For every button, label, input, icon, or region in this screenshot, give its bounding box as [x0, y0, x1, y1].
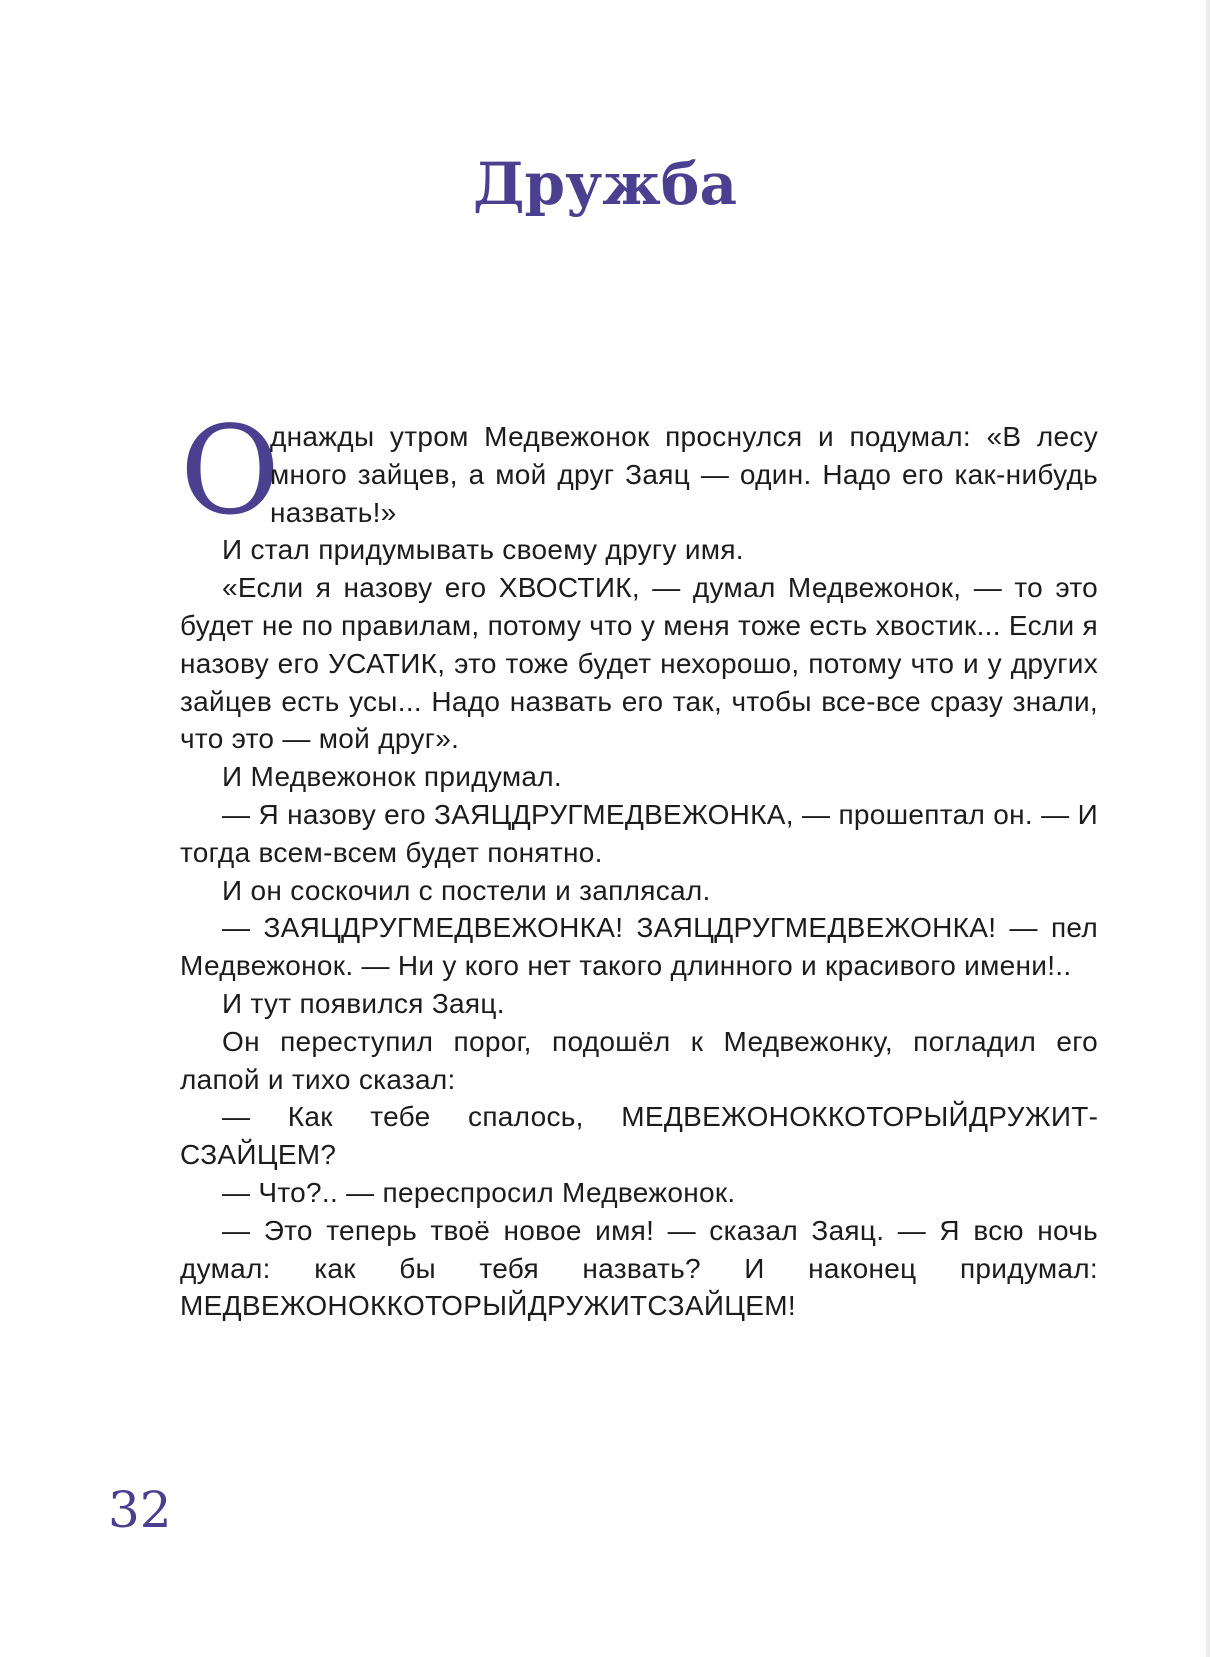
- paragraph-4: И Медвежонок придумал.: [222, 761, 562, 793]
- page-title: Дружба: [472, 149, 738, 218]
- drop-cap-letter: О: [180, 400, 281, 542]
- paragraph-6: И он соскочил с постели и заплясал.: [222, 874, 711, 906]
- paragraph-5: — Я назову его ЗАЯЦДРУГМЕДВЕЖОНКА, — прошептал он. — И тогда всем-всем будет понятно.: [180, 798, 1098, 868]
- paragraph-10: — Как тебе спалось, МЕДВЕЖОНОККОТОРЫЙДРУЖИТСЗАЙЦЕМ?: [180, 1101, 1098, 1171]
- paragraph-3: «Если я назову его ХВОСТИК, — думал Медвежонок, — то это будет не по правилам, потому что у меня тоже есть хвостик... Если я назову его УСАТИК, это тоже будет нехорошо, потому что и у других зайцев есть усы... Надо назвать его так, чтобы все-все сразу знали, что это — мой друг».: [180, 572, 1098, 755]
- story-text: [180, 400, 1098, 1325]
- page-edge: [1206, 0, 1210, 1657]
- paragraph-11: — Что?.. — переспросил Медвежонок.: [222, 1176, 736, 1208]
- paragraph-8: И тут появился Заяц.: [222, 987, 505, 1019]
- paragraph-1: днажды утром Медвежонок проснулся и подумал: «В лесу много зайцев, а мой друг Заяц — один. Надо его как-нибудь назвать!»: [270, 421, 1098, 528]
- page-number: 32: [108, 1481, 172, 1539]
- paragraph-12: — Это теперь твоё новое имя! — сказал Заяц. — Я всю ночь думал: как бы тебя назвать? И наконец придумал: МЕДВЕЖОНОККОТОРЫЙДРУЖИТСЗАЙЦЕМ!: [180, 1214, 1098, 1322]
- paragraph-7: — ЗАЯЦДРУГМЕДВЕЖОНКА! ЗАЯЦДРУГМЕДВЕЖОНКА! — пел Медвежонок. — Ни у кого нет такого длинного и красивого имени!..: [180, 912, 1098, 982]
- paragraph-9: Он переступил порог, подошёл к Медвежонку, погладил его лапой и тихо сказал:: [180, 1025, 1098, 1095]
- paragraph-2: И стал придумывать своему другу имя.: [222, 534, 744, 566]
